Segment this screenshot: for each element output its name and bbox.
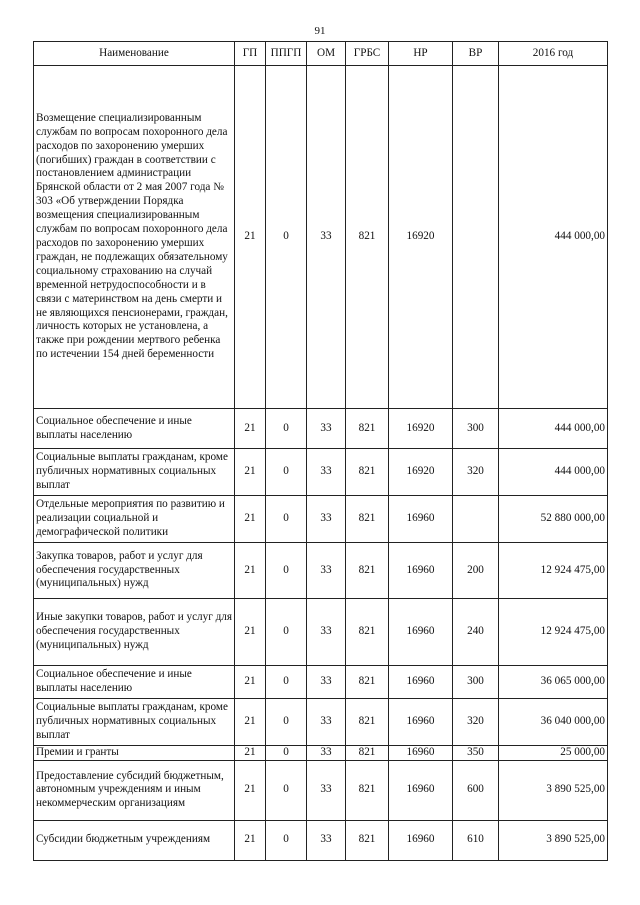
row-amount: 12 924 475,00	[499, 543, 608, 599]
col-header-om: ОМ	[307, 42, 346, 66]
row-grbs: 821	[346, 746, 389, 761]
row-om: 33	[307, 760, 346, 820]
row-amount: 3 890 525,00	[499, 820, 608, 860]
row-name: Иные закупки товаров, работ и услуг для обеспечения государственных (муниципальных) нужд	[34, 599, 235, 666]
row-vr: 200	[453, 543, 499, 599]
row-om: 33	[307, 449, 346, 496]
row-ppgp: 0	[266, 760, 307, 820]
row-grbs: 821	[346, 599, 389, 666]
row-amount: 444 000,00	[499, 66, 608, 409]
col-header-ppgp: ППГП	[266, 42, 307, 66]
table-row	[34, 699, 608, 746]
row-amount: 3 890 525,00	[499, 760, 608, 820]
row-gp: 21	[235, 543, 266, 599]
row-nr: 16920	[389, 449, 453, 496]
row-gp: 21	[235, 746, 266, 761]
row-vr: 300	[453, 409, 499, 449]
table-row	[34, 820, 608, 860]
row-amount: 25 000,00	[499, 746, 608, 761]
row-om: 33	[307, 820, 346, 860]
row-grbs: 821	[346, 409, 389, 449]
row-ppgp: 0	[266, 666, 307, 699]
row-name: Субсидии бюджетным учреждениям	[34, 820, 235, 860]
col-header-gp: ГП	[235, 42, 266, 66]
row-grbs: 821	[346, 449, 389, 496]
row-nr: 16960	[389, 820, 453, 860]
row-grbs: 821	[346, 820, 389, 860]
row-vr: 320	[453, 699, 499, 746]
table-row	[34, 543, 608, 599]
row-nr: 16920	[389, 409, 453, 449]
row-gp: 21	[235, 760, 266, 820]
row-grbs: 821	[346, 66, 389, 409]
row-ppgp: 0	[266, 409, 307, 449]
row-name: Социальное обеспечение и иные выплаты населению	[34, 666, 235, 699]
row-gp: 21	[235, 496, 266, 543]
col-header-name: Наименование	[34, 42, 235, 66]
row-nr: 16960	[389, 496, 453, 543]
row-vr: 350	[453, 746, 499, 761]
table-row	[34, 666, 608, 699]
row-amount: 36 065 000,00	[499, 666, 608, 699]
row-ppgp: 0	[266, 699, 307, 746]
col-header-year: 2016 год	[499, 42, 608, 66]
row-ppgp: 0	[266, 543, 307, 599]
row-name: Закупка товаров, работ и услуг для обеспечения государственных (муниципальных) нужд	[34, 543, 235, 599]
row-grbs: 821	[346, 543, 389, 599]
row-om: 33	[307, 409, 346, 449]
row-amount: 12 924 475,00	[499, 599, 608, 666]
row-om: 33	[307, 699, 346, 746]
row-gp: 21	[235, 449, 266, 496]
budget-table	[33, 41, 608, 861]
row-ppgp: 0	[266, 820, 307, 860]
col-header-nr: НР	[389, 42, 453, 66]
row-nr: 16960	[389, 699, 453, 746]
row-gp: 21	[235, 666, 266, 699]
row-grbs: 821	[346, 496, 389, 543]
row-grbs: 821	[346, 699, 389, 746]
page-number: 91	[314, 25, 326, 37]
row-om: 33	[307, 599, 346, 666]
row-grbs: 821	[346, 760, 389, 820]
row-gp: 21	[235, 599, 266, 666]
col-header-grbs: ГРБС	[346, 42, 389, 66]
table-row	[34, 496, 608, 543]
row-name: Социальное обеспечение и иные выплаты населению	[34, 409, 235, 449]
row-nr: 16960	[389, 543, 453, 599]
row-amount: 36 040 000,00	[499, 699, 608, 746]
row-ppgp: 0	[266, 599, 307, 666]
row-nr: 16960	[389, 666, 453, 699]
row-vr	[453, 66, 499, 409]
row-gp: 21	[235, 699, 266, 746]
row-name: Премии и гранты	[34, 746, 235, 761]
row-name: Социальные выплаты гражданам, кроме публичных нормативных социальных выплат	[34, 699, 235, 746]
row-amount: 52 880 000,00	[499, 496, 608, 543]
row-gp: 21	[235, 409, 266, 449]
row-nr: 16960	[389, 746, 453, 761]
row-grbs: 821	[346, 666, 389, 699]
table-row	[34, 760, 608, 820]
row-ppgp: 0	[266, 66, 307, 409]
row-nr: 16920	[389, 66, 453, 409]
row-gp: 21	[235, 820, 266, 860]
row-om: 33	[307, 66, 346, 409]
table-row	[34, 449, 608, 496]
row-om: 33	[307, 496, 346, 543]
row-ppgp: 0	[266, 449, 307, 496]
row-name: Социальные выплаты гражданам, кроме публичных нормативных социальных выплат	[34, 449, 235, 496]
row-ppgp: 0	[266, 496, 307, 543]
table-row	[34, 66, 608, 409]
header-row	[34, 42, 608, 66]
row-vr: 240	[453, 599, 499, 666]
row-vr	[453, 496, 499, 543]
table-row	[34, 599, 608, 666]
row-name: Отдельные мероприятия по развитию и реализации социальной и демографической политики	[34, 496, 235, 543]
row-om: 33	[307, 746, 346, 761]
row-om: 33	[307, 543, 346, 599]
row-vr: 600	[453, 760, 499, 820]
table-row	[34, 409, 608, 449]
row-nr: 16960	[389, 760, 453, 820]
col-header-vr: ВР	[453, 42, 499, 66]
row-name: Предоставление субсидий бюджетным, автономным учреждениям и иным некоммерческим организациям	[34, 760, 235, 820]
row-om: 33	[307, 666, 346, 699]
row-vr: 320	[453, 449, 499, 496]
row-name: Возмещение специализированным службам по вопросам похоронного дела расходов по захоронению умерших (погибших) граждан в соответствии с постановлением администрации Брянской области от 2 мая 2007 года № 303 «Об утверждении Порядка возмещения специализированным службам по вопросам похоронного дела расходов по захоронению умерших граждан, не подлежащих обязательному социальному страхованию на случай временной нетрудоспособности и в связи с материнством на день смерти и не являющихся пенсионерами, граждан, личность которых не установлена, а также при рождении мертвого ребенка по истечении 154 дней беременности	[34, 66, 235, 409]
row-amount: 444 000,00	[499, 449, 608, 496]
row-gp: 21	[235, 66, 266, 409]
row-amount: 444 000,00	[499, 409, 608, 449]
row-vr: 610	[453, 820, 499, 860]
row-nr: 16960	[389, 599, 453, 666]
row-ppgp: 0	[266, 746, 307, 761]
table-row	[34, 746, 608, 761]
row-vr: 300	[453, 666, 499, 699]
